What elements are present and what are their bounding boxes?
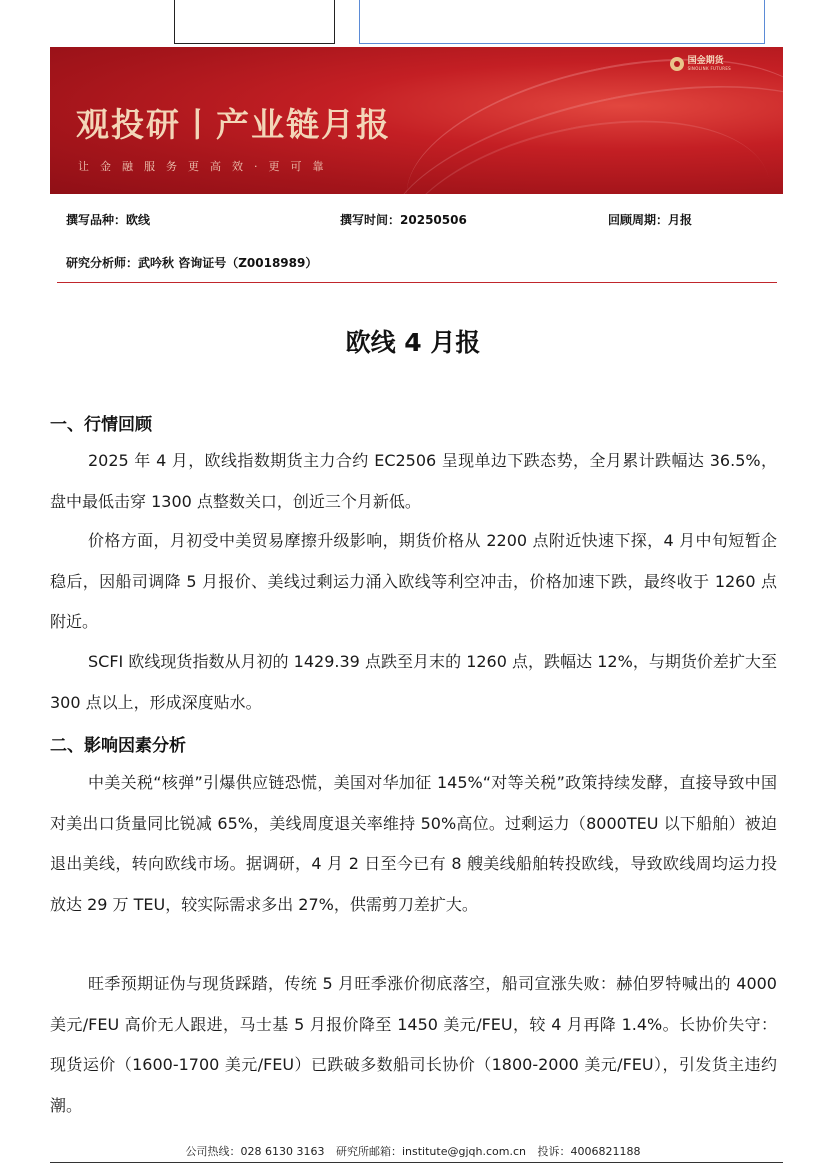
section-heading-factors: 二、影响因素分析 (50, 736, 186, 756)
report-banner (50, 47, 783, 194)
paragraph: SCFI 欧线现货指数从月初的 1429.39 点跌至月末的 1260 点，跌幅达 12%，与期货价差扩大至 300 点以上，形成深度贴水。 (50, 652, 777, 712)
page-footer (0, 1143, 826, 1159)
header-box-right (359, 0, 765, 44)
header-box-left (174, 0, 335, 44)
company-logo (670, 57, 731, 71)
meta-variety: 撰写品种：欧线 (66, 213, 151, 227)
banner-title: 观投研丨产业链月报 (76, 105, 391, 144)
paragraph: 价格方面，月初受中美贸易摩擦升级影响，期货价格从 2200 点附近快速下探，4 月中旬短暂企稳后，因船司调降 5 月报价、美线过剩运力涌入欧线等利空冲击，价格加速下跌，最终收于 1260 点附近。 (50, 531, 777, 631)
paragraph: 旺季预期证伪与现货踩踏，传统 5 月旺季涨价彻底落空，船司宣涨失败：赫伯罗特喊出的 4000 美元/FEU 高价无人跟进，马士基 5 月报价降至 1450 美元/FEU，较 4 月再降 1.4%。长协价失守：现货运价（1600-1700 美元/FEU）已跌破多数船司长协价（1800-2000 美元/FEU），引发货主违约潮。 (50, 974, 777, 1115)
footer-divider (50, 1162, 783, 1163)
section-heading-review: 一、行情回顾 (50, 415, 152, 435)
header-divider (57, 282, 777, 283)
footer-complaint: 投诉：4006821188 (537, 1145, 641, 1158)
meta-date: 撰写时间：20250506 (340, 213, 467, 227)
document-title: 欧线 4 月报 (345, 328, 481, 357)
paragraph: 中美关税“核弹”引爆供应链恐慌，美国对华加征 145%“对等关税”政策持续发酵，直接导致中国对美出口货量同比锐减 65%，美线周度退关率维持 50%高位。过剩运力（8000TEU 以下船舶）被迫退出美线，转向欧线市场。据调研，4 月 2 日至今已有 8 艘美线船舶转投欧线，导致欧线周均运力投放达 29 万 TEU，较实际需求多出 27%，供需剪刀差扩大。 (50, 773, 777, 914)
logo-en-text: SINOLINK FUTURES (687, 66, 731, 71)
logo-emblem-icon (670, 57, 684, 71)
footer-hotline: 公司热线：028 6130 3163 (185, 1145, 325, 1158)
meta-period: 回顾周期：月报 (608, 213, 693, 227)
paragraph: 2025 年 4 月，欧线指数期货主力合约 EC2506 呈现单边下跌态势，全月累计跌幅达 36.5%，盘中最低击穿 1300 点整数关口，创近三个月新低。 (50, 451, 777, 511)
banner-subtitle: 让金融服务更高效·更可靠 (78, 160, 335, 173)
logo-cn-text: 国金期货 (687, 56, 724, 66)
footer-email: 研究所邮箱：institute@gjqh.com.cn (335, 1145, 526, 1158)
meta-analyst: 研究分析师：武吟秋 咨询证号（Z0018989） (66, 256, 318, 270)
